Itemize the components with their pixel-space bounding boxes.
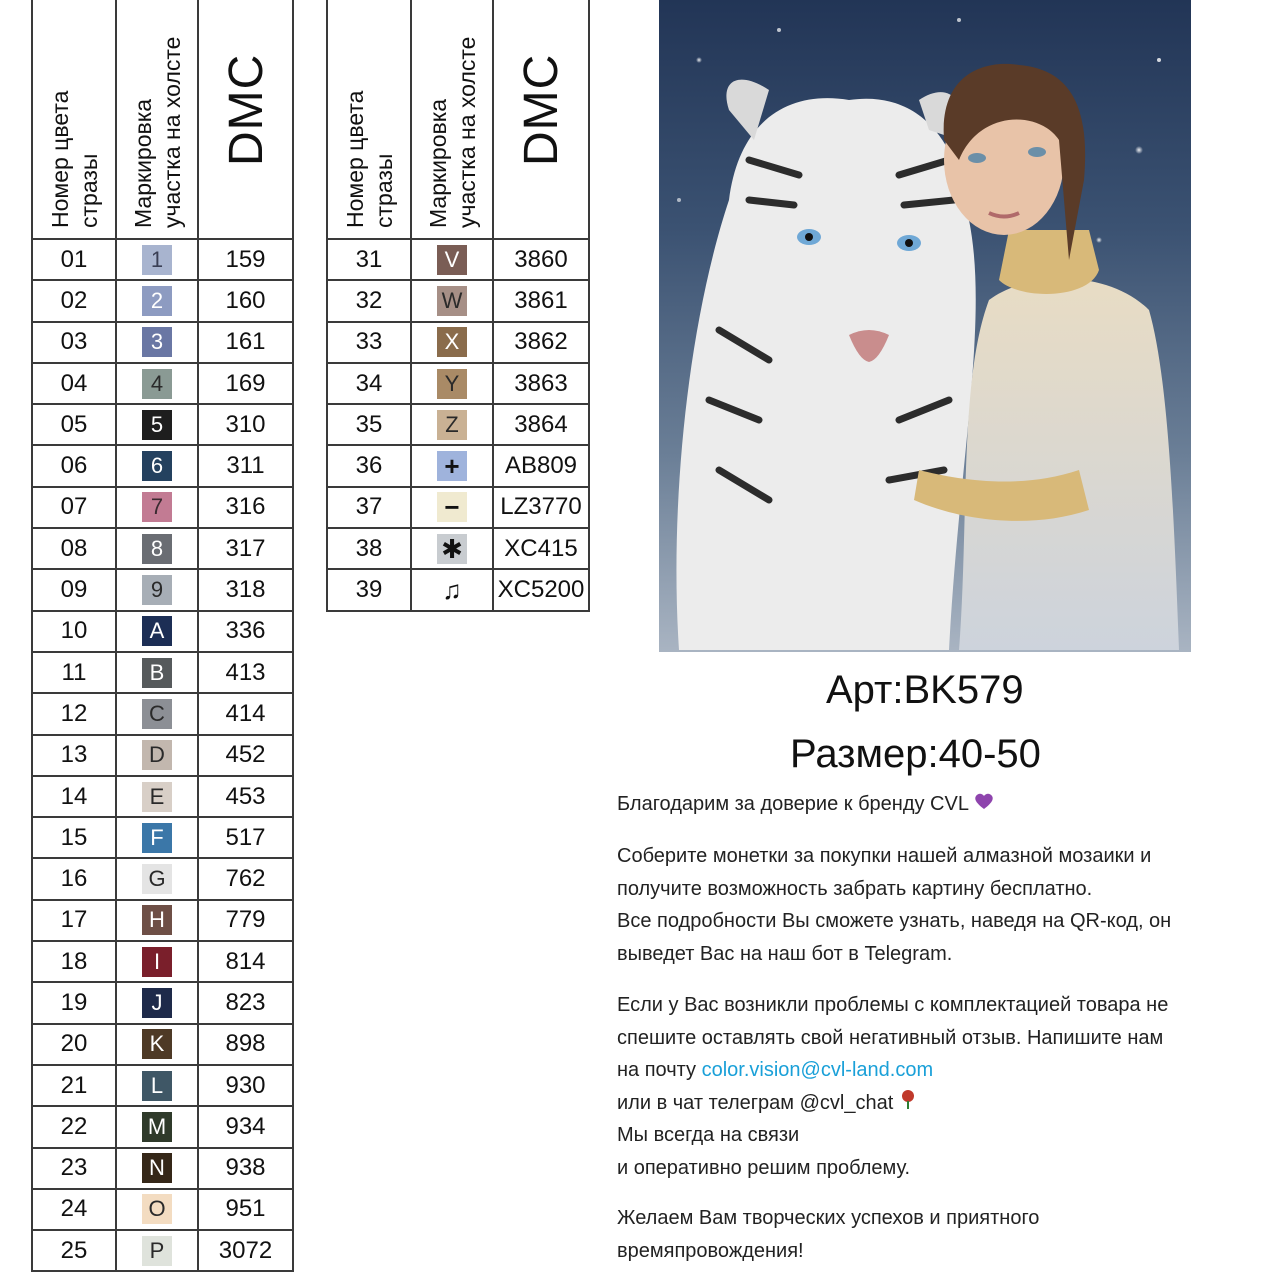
header-number-line2: стразы [76,153,102,228]
color-swatch: + [437,451,467,481]
marking-cell [116,1024,198,1065]
dmc-code-cell: 336 [198,611,293,652]
color-swatch: 3 [142,327,172,357]
legend-row [32,1148,293,1189]
color-swatch: 8 [142,534,172,564]
color-number-cell: 21 [32,1065,116,1106]
color-number-cell: 25 [32,1230,116,1271]
color-swatch: Y [437,369,467,399]
legend-row [32,941,293,982]
marking-cell [116,1230,198,1271]
color-number-cell: 12 [32,693,116,734]
header-number [32,0,116,239]
color-number-cell: 04 [32,363,116,404]
color-swatch: O [142,1194,172,1224]
dmc-code-cell: XC415 [493,528,589,569]
legend-row [32,776,293,817]
color-number-cell: 11 [32,652,116,693]
legend-row [327,445,589,486]
marking-cell [411,569,493,610]
color-number-cell: 38 [327,528,411,569]
color-swatch: Z [437,410,467,440]
qr-line-2: выведет Вас на наш бот в Telegram. [617,942,953,965]
dmc-code-cell: 951 [198,1189,293,1230]
wish-line-2: времяпровождения! [617,1239,804,1262]
color-number-cell: 31 [327,239,411,280]
color-swatch: 1 [142,245,172,275]
artwork-preview-image [659,0,1191,652]
color-number-cell: 01 [32,239,116,280]
header-number-line1: Номер цвета [342,90,369,228]
color-swatch: B [142,658,172,688]
issue-line-6: и оперативно решим проблему. [617,1156,911,1179]
color-swatch: C [142,699,172,729]
color-swatch: N [142,1153,172,1183]
dmc-code-cell: 161 [198,322,293,363]
marking-cell [116,239,198,280]
dmc-code-cell: 413 [198,652,293,693]
dmc-code-cell: 316 [198,487,293,528]
issue-paragraph [617,989,1257,1184]
color-number-cell: 39 [327,569,411,610]
color-swatch: X [437,327,467,357]
marking-cell [411,528,493,569]
marking-cell [411,322,493,363]
color-number-cell: 17 [32,900,116,941]
article-code: Арт:BK579 [826,668,1024,712]
color-number-cell: 32 [327,280,411,321]
legend-row [32,611,293,652]
thanks-text: Благодарим за доверие к бренду CVL [617,793,969,815]
color-number-cell: 03 [32,322,116,363]
color-number-cell: 35 [327,404,411,445]
color-swatch: I [142,947,172,977]
color-swatch: H [142,905,172,935]
color-number-cell: 02 [32,280,116,321]
legend-row [32,363,293,404]
marking-cell [116,445,198,486]
legend-row [327,239,589,280]
color-swatch: F [142,823,172,853]
marking-cell [116,776,198,817]
color-number-cell: 20 [32,1024,116,1065]
marking-cell [411,404,493,445]
dmc-code-cell: 934 [198,1106,293,1147]
artwork-illustration [659,0,1191,652]
legend-row [32,239,293,280]
legend-body-left [32,239,293,1271]
marking-cell [116,693,198,734]
dmc-code-cell: XC5200 [493,569,589,610]
coins-line-1: Соберите монетки за покупки нашей алмазной мозаики и [617,845,1152,867]
header-marking [116,0,198,239]
marking-cell [116,1065,198,1106]
dmc-code-cell: 517 [198,817,293,858]
dmc-code-cell: 159 [198,239,293,280]
legend-row [327,363,589,404]
header-number-line1: Номер цвета [47,90,74,228]
dmc-code-cell: LZ3770 [493,487,589,528]
coins-paragraph [617,840,1257,970]
legend-row [32,900,293,941]
marking-cell [116,900,198,941]
color-number-cell: 14 [32,776,116,817]
color-swatch: 6 [142,451,172,481]
wish-paragraph [617,1202,1257,1267]
color-legend-table-left [31,0,294,1272]
color-number-cell: 23 [32,1148,116,1189]
marking-cell [116,858,198,899]
color-swatch: 5 [142,410,172,440]
marking-cell [411,487,493,528]
legend-row [327,569,589,610]
marking-cell [411,239,493,280]
marking-cell [116,569,198,610]
issue-line-5: Мы всегда на связи [617,1124,800,1147]
dmc-code-cell: 160 [198,280,293,321]
header-marking-line2: участка на холсте [454,36,480,228]
color-number-cell: 13 [32,735,116,776]
marking-cell [116,1106,198,1147]
issue-line-2: спешите оставлять свой негативный отзыв. Напишите нам [617,1026,1164,1049]
legend-row [32,280,293,321]
legend-header-row [32,0,293,239]
legend-row [327,487,589,528]
marking-cell [116,1189,198,1230]
color-swatch: W [437,286,467,316]
dmc-code-cell: 453 [198,776,293,817]
dmc-code-cell: AB809 [493,445,589,486]
color-number-cell: 15 [32,817,116,858]
coins-line-2: получите возможность забрать картину бесплатно. [617,877,1093,900]
color-swatch: A [142,616,172,646]
header-marking [411,0,493,239]
color-number-cell: 24 [32,1189,116,1230]
dmc-code-cell: 779 [198,900,293,941]
legend-row [32,652,293,693]
dmc-code-cell: 310 [198,404,293,445]
color-legend-table-right [326,0,590,612]
header-number-line2: стразы [371,153,397,228]
legend-row [32,1065,293,1106]
qr-line-1: Все подробности Вы сможете узнать, наведя на QR-код, он [617,910,1172,932]
legend-body-right [327,239,589,611]
legend-row [32,858,293,899]
marking-cell [116,363,198,404]
header-number [327,0,411,239]
color-swatch: 7 [142,492,172,522]
dmc-code-cell: 414 [198,693,293,734]
color-number-cell: 09 [32,569,116,610]
color-swatch: G [142,864,172,894]
color-number-cell: 06 [32,445,116,486]
header-dmc-label: DMC [515,53,568,166]
dmc-code-cell: 814 [198,941,293,982]
color-number-cell: 33 [327,322,411,363]
legend-row [32,1230,293,1271]
legend-row [32,569,293,610]
thanks-paragraph [617,788,1257,821]
dmc-code-cell: 3861 [493,280,589,321]
marking-cell [116,528,198,569]
purple-heart-icon [974,788,994,821]
color-number-cell: 08 [32,528,116,569]
marking-cell [411,280,493,321]
marking-cell [116,404,198,445]
color-number-cell: 36 [327,445,411,486]
color-number-cell: 34 [327,363,411,404]
color-swatch: M [142,1112,172,1142]
header-marking-line2: участка на холсте [159,36,185,228]
marking-cell [116,487,198,528]
marking-cell [116,941,198,982]
rose-icon [899,1087,917,1120]
dmc-code-cell: 762 [198,858,293,899]
color-number-cell: 05 [32,404,116,445]
dmc-code-cell: 317 [198,528,293,569]
legend-row [32,1024,293,1065]
dmc-code-cell: 452 [198,735,293,776]
color-number-cell: 22 [32,1106,116,1147]
dmc-code-cell: 318 [198,569,293,610]
email-link[interactable]: color.vision@cvl-land.com [701,1059,934,1081]
marking-cell [411,363,493,404]
wish-line-1: Желаем Вам творческих успехов и приятного [617,1207,1040,1229]
article-size: Размер:40-50 [790,732,1041,776]
legend-row [32,693,293,734]
color-swatch: ♫ [437,575,467,605]
color-number-cell: 18 [32,941,116,982]
marking-cell [411,445,493,486]
issue-line-3-prefix: на почту [617,1059,702,1081]
legend-row [32,322,293,363]
legend-row [32,982,293,1023]
legend-row [32,735,293,776]
color-swatch: V [437,245,467,275]
dmc-code-cell: 3863 [493,363,589,404]
legend-row [32,404,293,445]
color-number-cell: 07 [32,487,116,528]
color-swatch: − [437,492,467,522]
color-swatch: E [142,782,172,812]
header-dmc-label: DMC [219,53,273,166]
color-number-cell: 37 [327,487,411,528]
legend-row [327,280,589,321]
marking-cell [116,322,198,363]
color-swatch: D [142,740,172,770]
marking-cell [116,817,198,858]
color-number-cell: 10 [32,611,116,652]
marking-cell [116,652,198,693]
dmc-code-cell: 938 [198,1148,293,1189]
dmc-code-cell: 823 [198,982,293,1023]
issue-line-1: Если у Вас возникли проблемы с комплектацией товара не [617,994,1169,1016]
marking-cell [116,280,198,321]
legend-row [32,445,293,486]
color-swatch: ✱ [437,534,467,564]
dmc-code-cell: 3864 [493,404,589,445]
color-swatch: 9 [142,575,172,605]
dmc-code-cell: 169 [198,363,293,404]
legend-header-row [327,0,589,239]
color-swatch: P [142,1236,172,1266]
header-marking-line1: Маркировка [425,98,452,228]
legend-row [327,322,589,363]
color-swatch: 4 [142,369,172,399]
legend-row [32,817,293,858]
color-swatch: 2 [142,286,172,316]
color-swatch: K [142,1029,172,1059]
dmc-code-cell: 3860 [493,239,589,280]
legend-row [327,528,589,569]
legend-row [32,528,293,569]
dmc-code-cell: 311 [198,445,293,486]
color-swatch: J [142,988,172,1018]
color-number-cell: 19 [32,982,116,1023]
dmc-code-cell: 3072 [198,1230,293,1271]
marking-cell [116,735,198,776]
dmc-code-cell: 930 [198,1065,293,1106]
color-swatch: L [142,1071,172,1101]
legend-row [32,487,293,528]
header-dmc [493,0,589,239]
header-marking-line1: Маркировка [130,98,157,228]
marking-cell [116,982,198,1023]
legend-row [32,1106,293,1147]
dmc-code-cell: 898 [198,1024,293,1065]
legend-row [327,404,589,445]
legend-row [32,1189,293,1230]
issue-line-4: или в чат телеграм @cvl_chat [617,1091,894,1114]
header-dmc [198,0,293,239]
marking-cell [116,1148,198,1189]
dmc-code-cell: 3862 [493,322,589,363]
marking-cell [116,611,198,652]
color-number-cell: 16 [32,858,116,899]
